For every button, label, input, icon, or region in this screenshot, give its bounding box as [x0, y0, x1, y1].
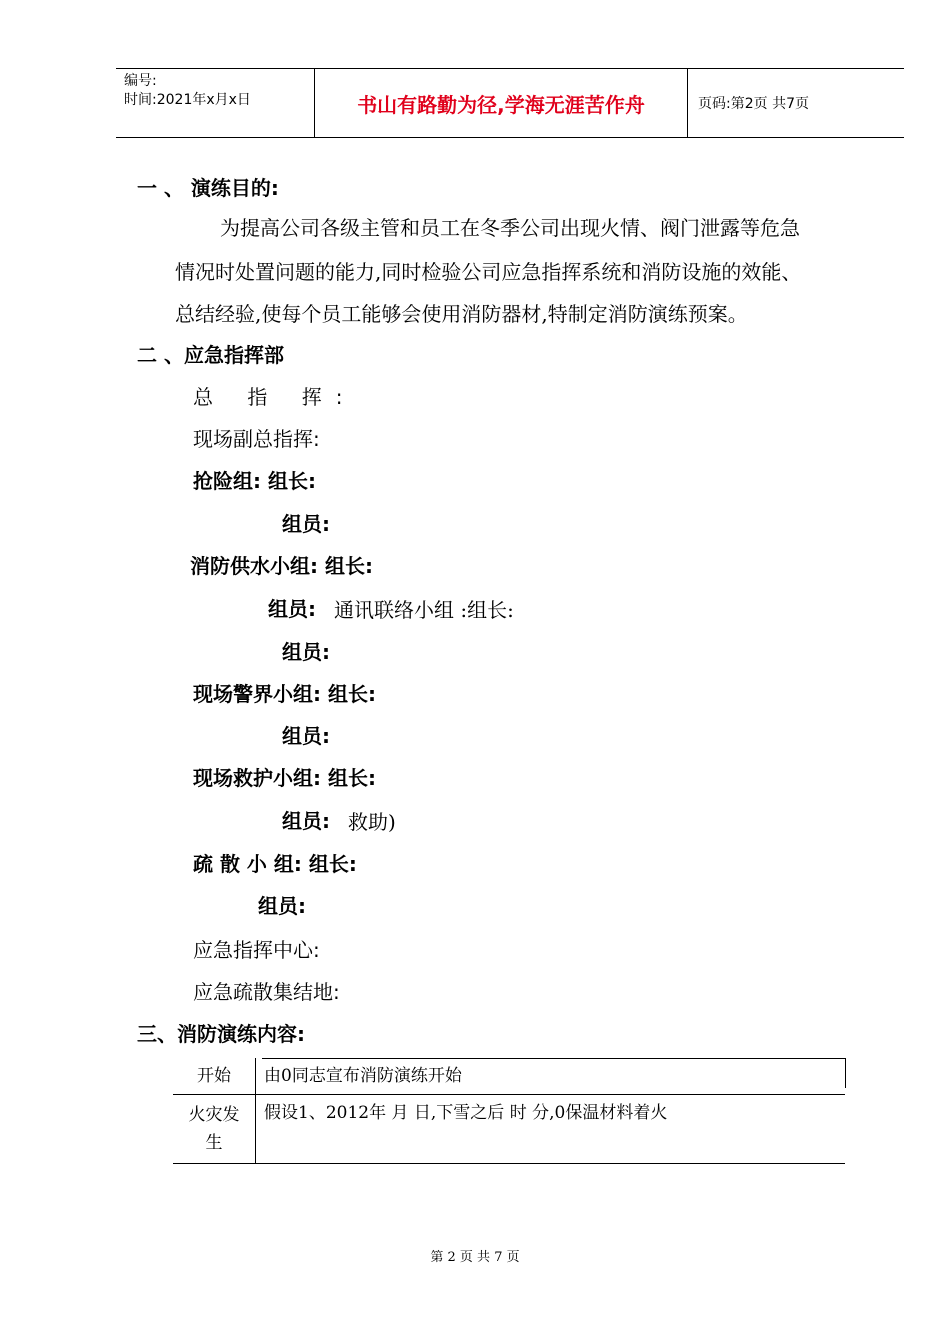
commander-label: 总 指 挥: — [193, 385, 357, 409]
header-info — [116, 69, 314, 137]
section-1-title: 一 、 演练目的: — [137, 176, 279, 200]
table-row — [173, 1058, 845, 1095]
rescue-member-label: 组员: — [282, 512, 330, 536]
aid-group-label: 现场救护小组: 组长: — [193, 766, 376, 790]
table-row-label: 开始 — [173, 1058, 256, 1095]
section-3-title: 三、消防演练内容: — [137, 1022, 305, 1046]
evac-member-label: 组员: — [258, 894, 306, 918]
deputy-label: 现场副总指挥: — [193, 427, 320, 451]
water-member-label: 组员: — [268, 597, 316, 621]
section-1-para-line-3: 总结经验,使每个员工能够会使用消防器材,特制定消防演练预案。 — [175, 302, 748, 326]
comm-group-label: 通讯联络小组 :组长: — [334, 598, 514, 622]
table-row — [173, 1095, 845, 1164]
page-header — [116, 68, 904, 138]
guard-member-label: 组员: — [282, 724, 330, 748]
assembly-point-label: 应急疏散集结地: — [193, 980, 340, 1004]
doc-number: 编号: — [124, 73, 157, 89]
section-1-para-line-1: 为提高公司各级主管和员工在冬季公司出现火情、阀门泄露等危急 — [220, 216, 800, 240]
page-footer: 第 2 页 共 7 页 — [430, 1250, 520, 1265]
section-1-para-line-2: 情况时处置问题的能力,同时检验公司应急指挥系统和消防设施的效能、 — [175, 260, 802, 284]
header-motto: 书山有路勤为径,学海无涯苦作舟 — [314, 69, 688, 137]
rescue-group-label: 抢险组: 组长: — [193, 469, 316, 493]
table-row-text: 由0同志宣布消防演练开始 — [256, 1058, 846, 1095]
comm-member-label: 组员: — [282, 640, 330, 664]
drill-content-table — [173, 1058, 845, 1164]
table-row-label: 火灾发生 — [173, 1095, 256, 1164]
aid-member-label: 组员: — [282, 809, 330, 833]
doc-time: 时间:2021年x月x日 — [124, 92, 251, 108]
evac-group-label: 疏 散 小 组: 组长: — [193, 852, 357, 876]
command-center-label: 应急指挥中心: — [193, 938, 320, 962]
section-2-title: 二 、应急指挥部 — [137, 343, 284, 367]
table-right-border — [845, 1058, 846, 1088]
guard-group-label: 现场警界小组: 组长: — [193, 682, 376, 706]
water-group-label: 消防供水小组: 组长: — [190, 554, 373, 578]
table-row-text: 假设1、2012年 月 日,下雪之后 时 分,0保温材料着火 — [256, 1095, 846, 1164]
header-page: 页码:第2页 共7页 — [698, 96, 809, 112]
aid-member-text: 救助) — [348, 810, 396, 834]
